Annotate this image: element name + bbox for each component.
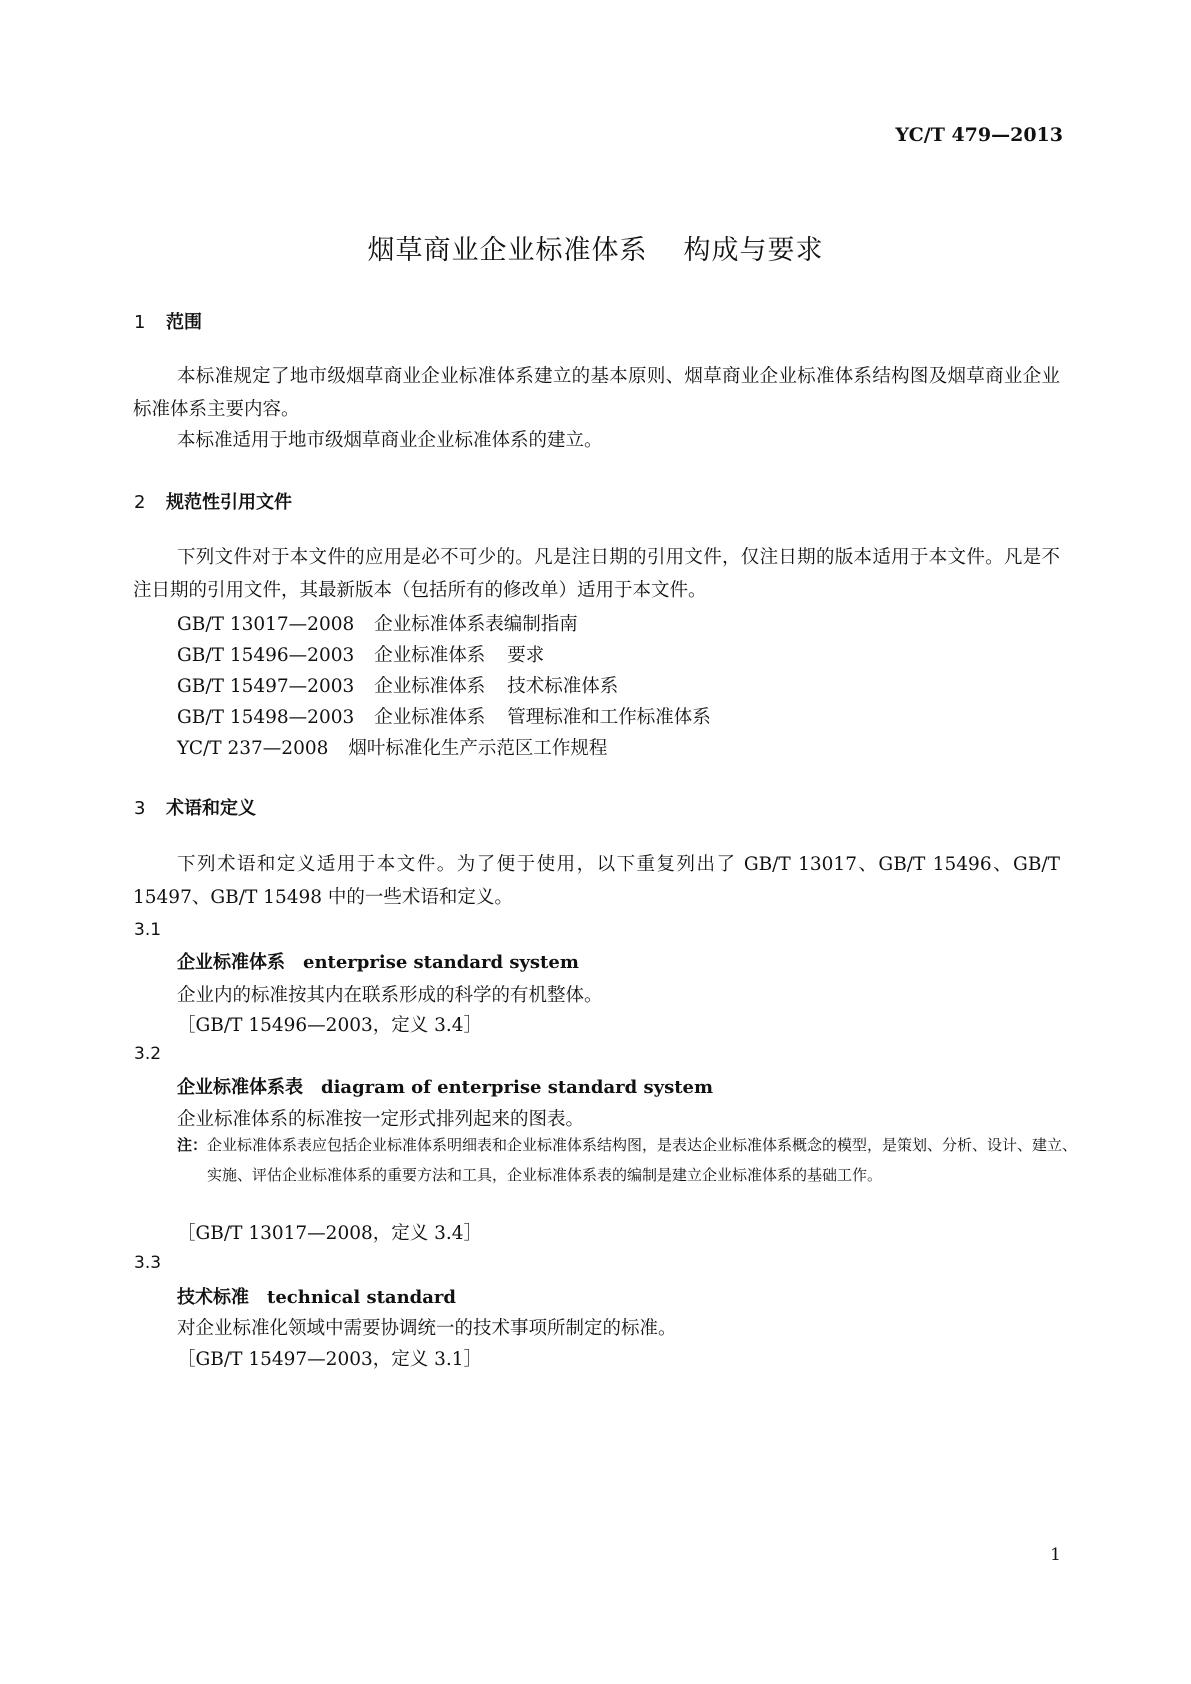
reference-code: GB/T 15498—2003 — [177, 707, 355, 728]
term-zh: 技术标准 — [177, 1287, 249, 1308]
term-note — [177, 1130, 1090, 1190]
term-zh: 企业标准体系 — [177, 952, 285, 973]
section-number: 1 — [134, 312, 146, 333]
reference-title: 企业标准体系表编制指南 — [374, 614, 578, 635]
reference-title: 企业标准体系 — [374, 645, 486, 666]
title-part-1: 烟草商业企业标准体系 — [367, 235, 648, 266]
reference-item — [177, 703, 711, 729]
clause-number: 3.2 — [134, 1044, 162, 1064]
term-zh: 企业标准体系表 — [177, 1077, 303, 1098]
section-number: 3 — [134, 798, 146, 819]
term-heading — [177, 1283, 456, 1309]
scope-paragraph-2: 本标准适用于地市级烟草商业企业标准体系的建立。 — [177, 430, 603, 451]
clause-number: 3.3 — [134, 1253, 162, 1273]
title-part-2: 构成与要求 — [683, 235, 824, 266]
term-definition: 企业标准体系的标准按一定形式排列起来的图表。 — [177, 1109, 585, 1130]
document-title — [0, 228, 1191, 267]
scope-paragraph-1: 本标准规定了地市级烟草商业企业标准体系建立的基本原则、烟草商业企业标准体系结构图及烟草商业企业标准体系主要内容。 — [133, 366, 1060, 420]
section-title: 规范性引用文件 — [166, 492, 292, 513]
reference-item — [177, 734, 607, 760]
term-en: technical standard — [267, 1287, 456, 1308]
section-number: 2 — [134, 492, 146, 513]
term-heading — [177, 1073, 713, 1099]
terms-intro: 下列术语和定义适用于本文件。为了便于使用，以下重复列出了 GB/T 13017、GB/T 15496、GB/T 15497、GB/T 15498 中的一些术语和定义。 — [133, 854, 1060, 908]
section-title: 术语和定义 — [166, 798, 256, 819]
term-source: ［GB/T 13017—2008，定义 3.4］ — [177, 1223, 483, 1244]
note-label: 注： — [177, 1136, 208, 1154]
reference-code: GB/T 15497—2003 — [177, 676, 355, 697]
section-3-heading — [134, 794, 256, 820]
reference-code: GB/T 13017—2008 — [177, 614, 355, 635]
reference-subtitle: 技术标准体系 — [507, 676, 619, 697]
term-definition: 对企业标准化领域中需要协调统一的技术事项所制定的标准。 — [177, 1318, 677, 1339]
reference-item — [177, 672, 618, 698]
term-definition: 企业内的标准按其内在联系形成的科学的有机整体。 — [177, 985, 603, 1006]
section-1-heading — [134, 308, 202, 334]
reference-subtitle: 管理标准和工作标准体系 — [507, 707, 711, 728]
reference-item — [177, 610, 578, 636]
reference-subtitle: 要求 — [507, 645, 545, 666]
term-en: diagram of enterprise standard system — [321, 1077, 714, 1098]
note-text: 企业标准体系表应包括企业标准体系明细表和企业标准体系结构图，是表达企业标准体系概念的模型，是策划、分析、设计、建立、实施、评估企业标准体系的重要方法和工具，企业标准体系表的编制是建立企业标准体系的基础工作。 — [207, 1136, 1078, 1184]
reference-title: 企业标准体系 — [374, 707, 486, 728]
reference-code: GB/T 15496—2003 — [177, 645, 355, 666]
reference-item — [177, 641, 544, 667]
term-source: ［GB/T 15497—2003，定义 3.1］ — [177, 1349, 483, 1370]
section-title: 范围 — [166, 312, 202, 333]
term-en: enterprise standard system — [303, 952, 579, 973]
reference-title: 企业标准体系 — [374, 676, 486, 697]
section-2-heading — [134, 488, 292, 514]
reference-title: 烟叶标准化生产示范区工作规程 — [348, 738, 608, 759]
document-code: YC/T 479—2013 — [895, 124, 1063, 146]
term-source: ［GB/T 15496—2003，定义 3.4］ — [177, 1015, 483, 1036]
term-heading — [177, 948, 579, 974]
reference-code: YC/T 237—2008 — [177, 738, 329, 759]
clause-number: 3.1 — [134, 920, 162, 940]
page-number: 1 — [1050, 1545, 1061, 1565]
references-intro: 下列文件对于本文件的应用是必不可少的。凡是注日期的引用文件，仅注日期的版本适用于本文件。凡是不注日期的引用文件，其最新版本（包括所有的修改单）适用于本文件。 — [133, 547, 1060, 601]
